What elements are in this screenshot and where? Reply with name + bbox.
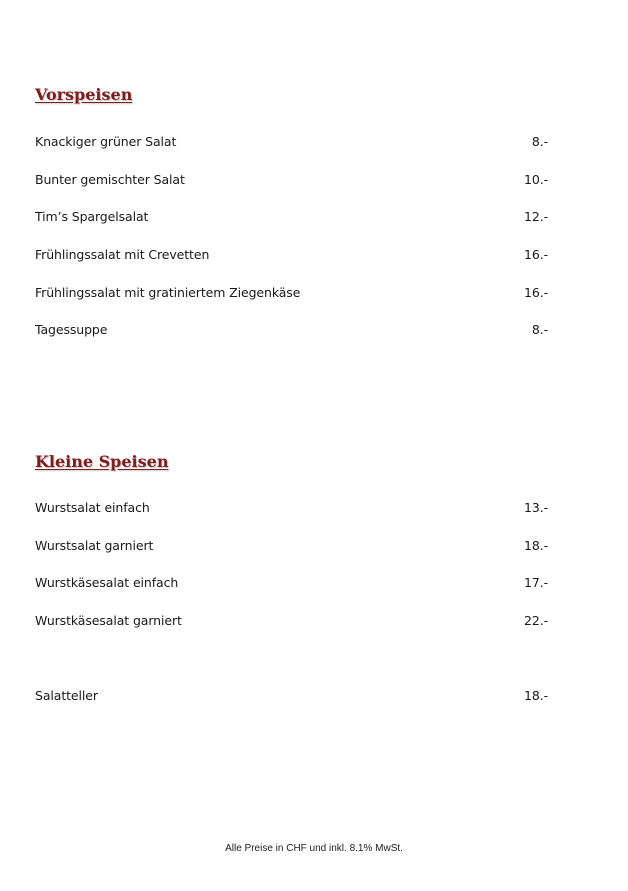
menu-item xyxy=(35,573,548,591)
menu-item-name: Wurstkäsesalat garniert xyxy=(35,612,182,628)
menu-item-price: 17.- xyxy=(524,574,548,590)
menu-item xyxy=(35,498,548,516)
menu-item xyxy=(35,320,548,338)
menu-item-price: 12.- xyxy=(524,208,548,224)
menu-item xyxy=(35,207,548,225)
menu-item xyxy=(35,611,548,629)
section-title-vorspeisen: Vorspeisen xyxy=(35,85,133,104)
menu-item xyxy=(35,536,548,554)
menu-item xyxy=(35,283,548,301)
section-title-kleine-speisen: Kleine Speisen xyxy=(35,452,169,471)
menu-item-name: Bunter gemischter Salat xyxy=(35,171,185,187)
menu-item-name: Knackiger grüner Salat xyxy=(35,133,177,149)
menu-item-name: Wurstsalat garniert xyxy=(35,537,154,553)
menu-item-price: 8.- xyxy=(531,133,548,149)
menu-item-price: 22.- xyxy=(524,612,548,628)
menu-item-name: Frühlingssalat mit Crevetten xyxy=(35,246,210,262)
menu-item-name: Wurstkäsesalat einfach xyxy=(35,574,179,590)
menu-item-price: 16.- xyxy=(524,284,548,300)
menu-item-name: Wurstsalat einfach xyxy=(35,499,150,515)
menu-item-price: 13.- xyxy=(524,499,548,515)
menu-item-price: 18.- xyxy=(524,537,548,553)
menu-item-name: Salatteller xyxy=(35,687,98,703)
menu-item-price: 8.- xyxy=(531,321,548,337)
menu-item-price: 16.- xyxy=(524,246,548,262)
menu-item-price: 10.- xyxy=(524,171,548,187)
menu-item xyxy=(35,132,548,150)
menu-item-price: 18.- xyxy=(524,687,548,703)
menu-item-name: Tim’s Spargelsalat xyxy=(35,208,149,224)
menu-item xyxy=(35,170,548,188)
menu-item-name: Frühlingssalat mit gratiniertem Ziegenkäse xyxy=(35,284,301,300)
price-note: Alle Preise in CHF und inkl. 8.1% MwSt. xyxy=(225,843,403,854)
menu-item xyxy=(35,686,548,704)
menu-item xyxy=(35,245,548,263)
menu-item-name: Tagessuppe xyxy=(35,321,108,337)
